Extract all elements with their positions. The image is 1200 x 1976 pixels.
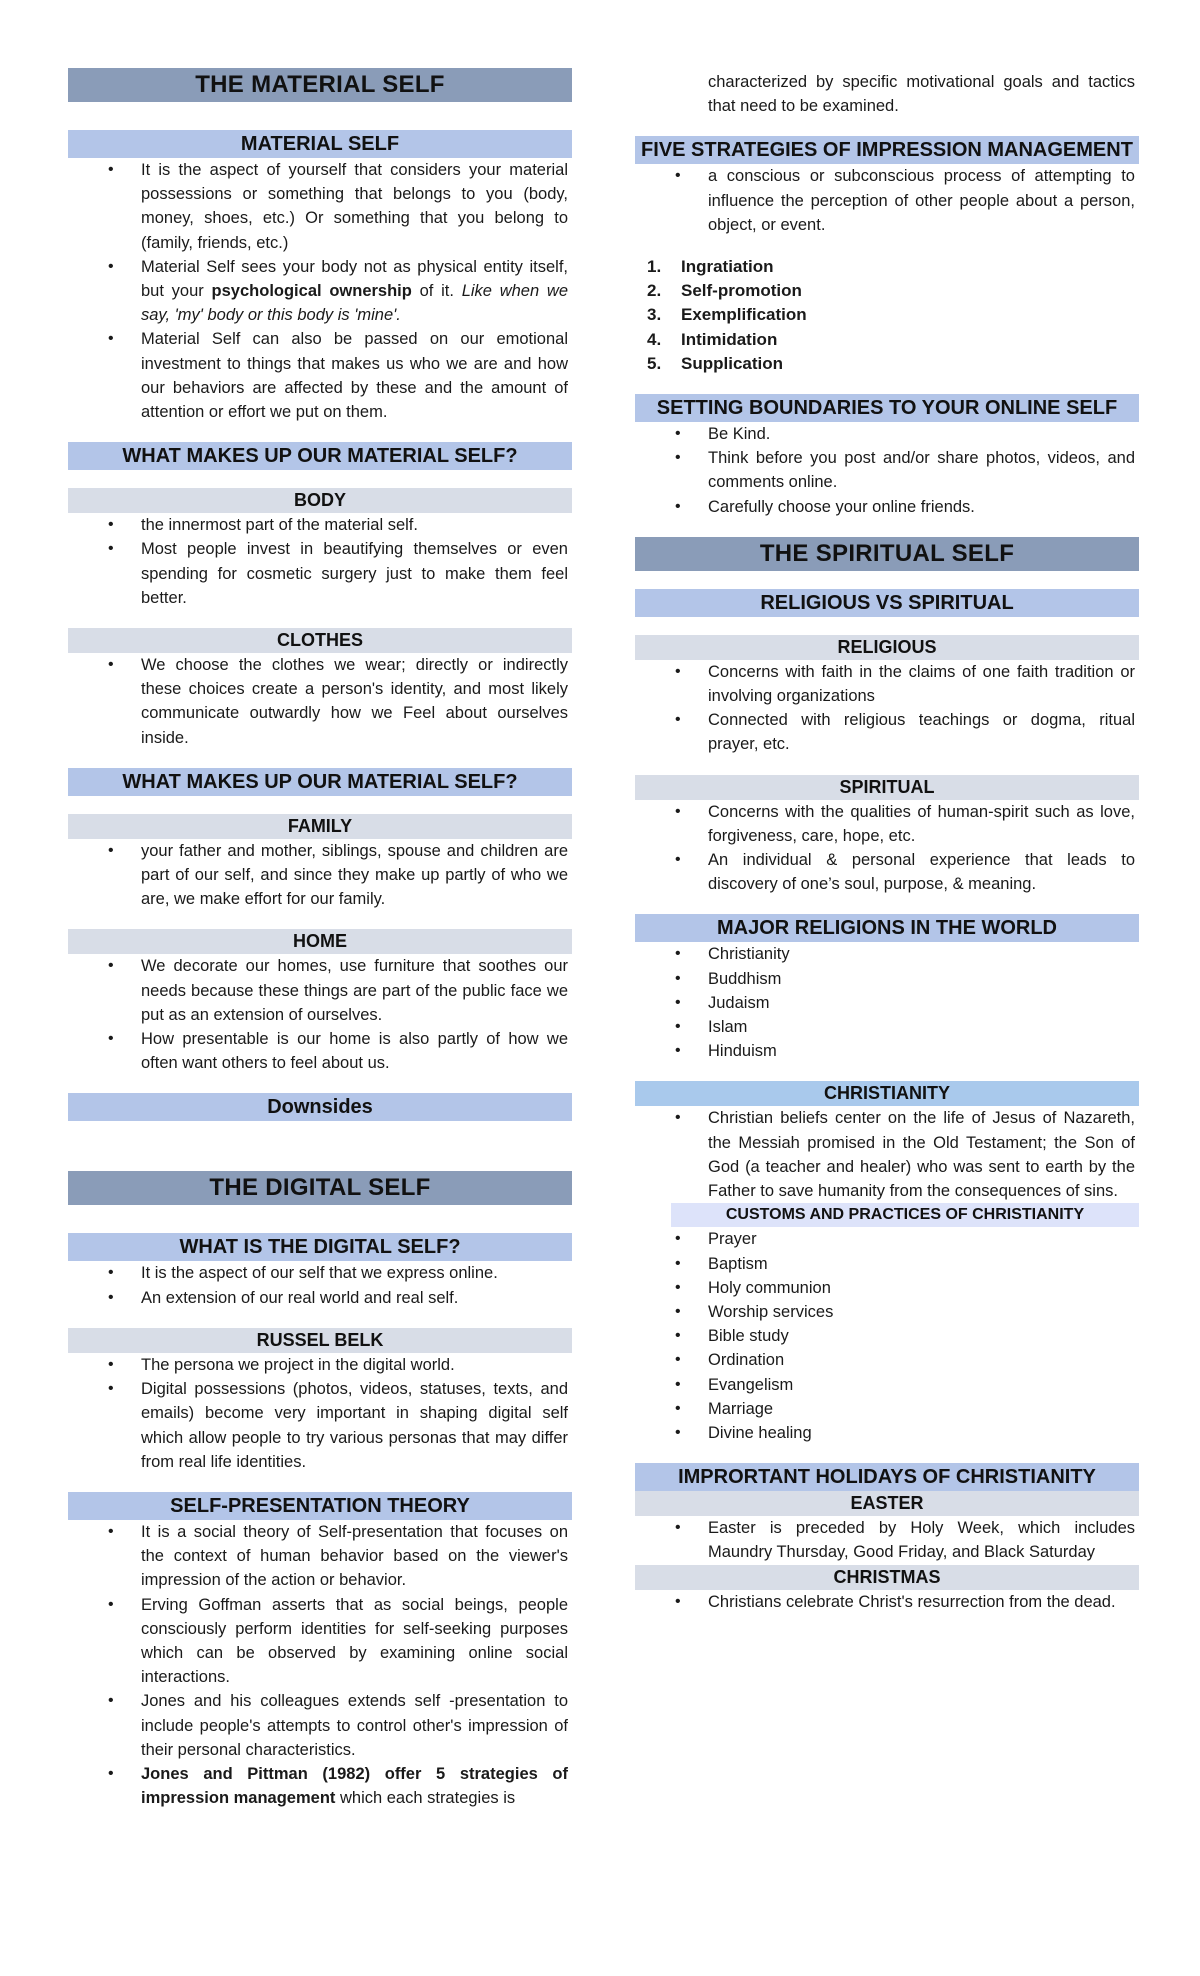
list-item: • An individual & personal experience that leads to discovery of one’s soul, purpose, & meaning. <box>635 848 1139 896</box>
body-list <box>68 513 572 610</box>
list-item: • We choose the clothes we wear; directly or indirectly these choices create a person's identity, and most likely communicate outwardly how we Feel about ourselves inside. <box>68 653 572 750</box>
major-religions-heading: MAJOR RELIGIONS IN THE WORLD <box>635 914 1139 942</box>
list-item: • Divine healing <box>635 1421 1139 1445</box>
holidays-heading: IMPRORTANT HOLIDAYS OF CHRISTIANITY <box>635 1463 1139 1491</box>
material-self-title: THE MATERIAL SELF <box>68 68 572 102</box>
list-item: • Prayer <box>635 1227 1139 1251</box>
list-item: • Ordination <box>635 1348 1139 1372</box>
spiritual-list <box>635 800 1139 897</box>
list-item: • Holy communion <box>635 1276 1139 1300</box>
list-item: • Think before you post and/or share photos, videos, and comments online. <box>635 446 1139 494</box>
list-item: • It is the aspect of yourself that considers your material possessions or something that belongs to you (body, money, shoes, etc.) Or something that you belong to (family, friends, etc.) <box>68 158 572 255</box>
list-item: • Marriage <box>635 1397 1139 1421</box>
list-item: 1. Ingratiation <box>647 257 774 277</box>
list-item: • Islam <box>635 1015 1139 1039</box>
material-self-list <box>68 158 572 424</box>
list-item: • How presentable is our home is also partly of how we often want others to feel about us. <box>68 1027 572 1075</box>
list-item: • It is the aspect of our self that we express online. <box>68 1261 572 1285</box>
list-item: 4. Intimidation <box>647 329 778 349</box>
religious-heading: RELIGIOUS <box>635 635 1139 660</box>
list-item: • Easter is preceded by Holy Week, which includes Maundry Thursday, Good Friday, and Black Saturday <box>635 1516 1139 1564</box>
list-item: • Judaism <box>635 991 1139 1015</box>
christianity-list <box>635 1106 1139 1203</box>
list-item: • Hinduism <box>635 1039 1139 1063</box>
easter-heading: EASTER <box>635 1491 1139 1516</box>
list-item: • It is a social theory of Self-presentation that focuses on the context of human behavior based on the viewer's impression of the action or behavior. <box>68 1520 572 1593</box>
major-religions-list <box>635 942 1139 1063</box>
list-item: • Jones and Pittman (1982) offer 5 strategies of impression management which each strategies is <box>68 1762 572 1810</box>
list-item: • An extension of our real world and real self. <box>68 1286 572 1310</box>
list-item: • Concerns with faith in the claims of one faith tradition or involving organizations <box>635 660 1139 708</box>
list-item: • We decorate our homes, use furniture that soothes our needs because these things are part of the public face we put as an extension of ourselves. <box>68 954 572 1027</box>
list-item: • Jones and his colleagues extends self -presentation to include people's attempts to control other's impression of their personal characteristics. <box>68 1689 572 1762</box>
list-item: • Digital possessions (photos, videos, statuses, texts, and emails) become very important in shaping digital self which allow people to try various personas that may differ from real life identities. <box>68 1377 572 1474</box>
what-is-digital-self-heading: WHAT IS THE DIGITAL SELF? <box>68 1233 572 1261</box>
list-item: • The persona we project in the digital world. <box>68 1353 572 1377</box>
clothes-heading: CLOTHES <box>68 628 572 653</box>
list-item: • Christians celebrate Christ's resurrection from the dead. <box>635 1590 1139 1614</box>
list-item: • Material Self can also be passed on our emotional investment to things that makes us who we are and how our behaviors are affected by these and the amount of attention or effort we put on them. <box>68 327 572 424</box>
russel-belk-heading: RUSSEL BELK <box>68 1328 572 1353</box>
clothes-list <box>68 653 572 750</box>
list-item: • Buddhism <box>635 967 1139 991</box>
self-presentation-heading: SELF-PRESENTATION THEORY <box>68 1492 572 1520</box>
list-item: • Christianity <box>635 942 1139 966</box>
religious-list <box>635 660 1139 757</box>
christmas-heading: CHRISTMAS <box>635 1565 1139 1590</box>
right-column <box>635 70 1139 1614</box>
strategies-list <box>635 255 1139 376</box>
self-presentation-list <box>68 1520 572 1810</box>
list-item: • Baptism <box>635 1252 1139 1276</box>
list-item: • your father and mother, siblings, spouse and children are part of our self, and since they make up partly of who we are, we make effort for our family. <box>68 839 572 912</box>
list-item: • Erving Goffman asserts that as social beings, people consciously perform identities for self-seeking purposes which can be observed by examining online social interactions. <box>68 1593 572 1690</box>
left-column <box>68 68 572 1810</box>
five-strategies-lead <box>635 164 1139 237</box>
list-item: 5. Supplication <box>647 353 783 373</box>
list-item: • Concerns with the qualities of human-spirit such as love, forgiveness, care, hope, etc. <box>635 800 1139 848</box>
body-heading: BODY <box>68 488 572 513</box>
material-self-heading: MATERIAL SELF <box>68 130 572 158</box>
list-item: • Worship services <box>635 1300 1139 1324</box>
religious-vs-spiritual-heading: RELIGIOUS VS SPIRITUAL <box>635 589 1139 617</box>
easter-list <box>635 1516 1139 1564</box>
digital-self-list <box>68 1261 572 1309</box>
home-heading: HOME <box>68 929 572 954</box>
list-item: 3. Exemplification <box>647 305 807 325</box>
list-item: • Christian beliefs center on the life of Jesus of Nazareth, the Messiah promised in the Old Testament; the Son of God (a teacher and healer) who was sent to earth by the Father to save humanity from the consequences of sins. <box>635 1106 1139 1203</box>
list-item: • the innermost part of the material self. <box>68 513 572 537</box>
russel-belk-list <box>68 1353 572 1474</box>
customs-list <box>635 1227 1139 1445</box>
list-item: • Be Kind. <box>635 422 1139 446</box>
list-item: • Material Self sees your body not as physical entity itself, but your psychological ownership of it. Like when we say, 'my' body or this body is 'mine'. <box>68 255 572 328</box>
five-strategies-heading: FIVE STRATEGIES OF IMPRESSION MANAGEMENT <box>635 136 1139 164</box>
list-item: • Connected with religious teachings or dogma, ritual prayer, etc. <box>635 708 1139 756</box>
list-item: 2. Self-promotion <box>647 281 802 301</box>
spiritual-heading: SPIRITUAL <box>635 775 1139 800</box>
list-item: • Most people invest in beautifying themselves or even spending for cosmetic surgery just to make them feel better. <box>68 537 572 610</box>
boundaries-list <box>635 422 1139 519</box>
boundaries-heading: SETTING BOUNDARIES TO YOUR ONLINE SELF <box>635 394 1139 422</box>
what-makes-up-heading-2: WHAT MAKES UP OUR MATERIAL SELF? <box>68 768 572 796</box>
digital-self-title: THE DIGITAL SELF <box>68 1171 572 1205</box>
list-item: • Bible study <box>635 1324 1139 1348</box>
christianity-heading: CHRISTIANITY <box>635 1081 1139 1106</box>
downsides-heading: Downsides <box>68 1093 572 1121</box>
home-list <box>68 954 572 1075</box>
continued-paragraph: characterized by specific motivational goals and tactics that need to be examined. <box>708 73 1135 116</box>
what-makes-up-heading: WHAT MAKES UP OUR MATERIAL SELF? <box>68 442 572 470</box>
spiritual-self-title: THE SPIRITUAL SELF <box>635 537 1139 571</box>
list-item: • a conscious or subconscious process of attempting to influence the perception of other people about a person, object, or event. <box>635 164 1139 237</box>
customs-heading: CUSTOMS AND PRACTICES OF CHRISTIANITY <box>671 1203 1139 1227</box>
family-list <box>68 839 572 912</box>
list-item: • Evangelism <box>635 1373 1139 1397</box>
family-heading: FAMILY <box>68 814 572 839</box>
christmas-list <box>635 1590 1139 1614</box>
list-item: • Carefully choose your online friends. <box>635 495 1139 519</box>
